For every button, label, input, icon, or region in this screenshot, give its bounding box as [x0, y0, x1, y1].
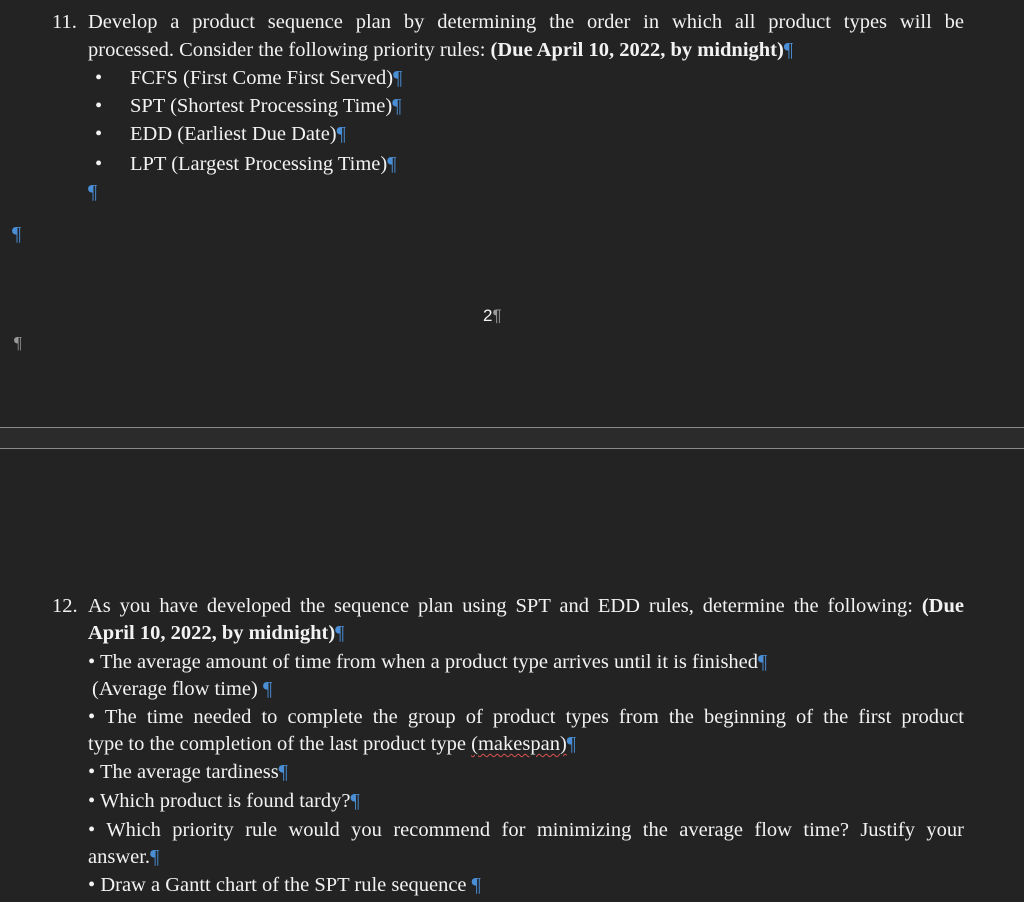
pilcrow-mark: ¶ — [336, 123, 346, 145]
q11-line2: processed. Consider the following priority rules: (Due April 10, 2022, by midnight)¶ — [88, 39, 794, 61]
bullet-icon: • — [88, 790, 96, 812]
pilcrow-mark: ¶ — [492, 306, 502, 325]
pilcrow-mark: ¶ — [350, 790, 360, 812]
q11-bullet-lpt: • LPT (Largest Processing Time)¶ — [95, 150, 397, 178]
cut-off-previous-line — [60, 0, 960, 2]
pilcrow-mark: ¶ — [12, 223, 22, 245]
q12-item-recommend-rule-line2: answer.¶ — [88, 846, 160, 868]
q12-item-makespan: • The time needed to complete the group of product types from the beginning of the first product — [88, 706, 965, 728]
q12-item-gantt-chart: • Draw a Gantt chart of the SPT rule sequence ¶ — [88, 874, 481, 896]
q12-item-recommend-rule: • Which priority rule would you recommend for minimizing the average flow time? Justify your — [88, 819, 964, 841]
empty-paragraph-mark — [88, 178, 97, 206]
document-page-bottom — [0, 449, 1024, 902]
q12-item-flow-time-line2: (Average flow time) ¶ — [92, 678, 273, 700]
spellcheck-underline: (makespan) — [471, 733, 567, 755]
pilcrow-mark: ¶ — [387, 153, 397, 175]
q12-item-makespan-line2: type to the completion of the last product type (makespan)¶ — [88, 733, 577, 755]
pilcrow-mark: ¶ — [150, 846, 160, 868]
bullet-icon: • — [88, 651, 96, 673]
page-break — [0, 427, 1024, 449]
document-page-top — [0, 0, 1024, 427]
bullet-icon: • — [95, 67, 103, 89]
q11-number: 11. — [52, 11, 77, 33]
pilcrow-mark: ¶ — [393, 67, 403, 89]
pilcrow-mark: ¶ — [278, 761, 288, 783]
q12-line1: As you have developed the sequence plan using SPT and EDD rules, determine the following: (Due — [88, 595, 964, 617]
bullet-icon: • — [95, 153, 103, 175]
bullet-icon: • — [88, 874, 96, 896]
bullet-icon: • — [95, 95, 103, 117]
bullet-icon: • — [95, 123, 103, 145]
pilcrow-mark: ¶ — [392, 95, 402, 117]
q11-line1: Develop a product sequence plan by determining the order in which all product types will be — [88, 11, 964, 33]
pilcrow-mark: ¶ — [783, 39, 794, 61]
pilcrow-mark: ¶ — [566, 733, 577, 755]
pilcrow-mark: ¶ — [335, 622, 345, 644]
q11-bullet-edd: • EDD (Earliest Due Date)¶ — [95, 120, 346, 148]
pilcrow-mark: ¶ — [88, 181, 98, 203]
pilcrow-mark: ¶ — [471, 874, 481, 896]
margin-paragraph-mark — [12, 220, 21, 248]
q12-item-tardy-product: • Which product is found tardy?¶ — [88, 790, 360, 812]
q12-line2: April 10, 2022, by midnight)¶ — [88, 622, 345, 644]
q12-number: 12. — [52, 595, 78, 617]
pilcrow-mark: ¶ — [758, 651, 768, 673]
q12-item-flow-time: • The average amount of time from when a product type arrives until it is finished¶ — [88, 651, 768, 673]
pilcrow-mark: ¶ — [262, 678, 273, 700]
q11-bullet-spt: • SPT (Shortest Processing Time)¶ — [95, 92, 401, 120]
bullet-icon: • — [88, 761, 96, 783]
q12-item-tardiness: • The average tardiness¶ — [88, 761, 288, 783]
bullet-icon: • — [88, 706, 96, 728]
bullet-icon: • — [88, 819, 96, 841]
q11-bullet-fcfs: • FCFS (First Come First Served)¶ — [95, 64, 402, 92]
footer-paragraph-mark: ¶ — [14, 333, 22, 352]
page-number: 2¶ — [483, 306, 502, 325]
